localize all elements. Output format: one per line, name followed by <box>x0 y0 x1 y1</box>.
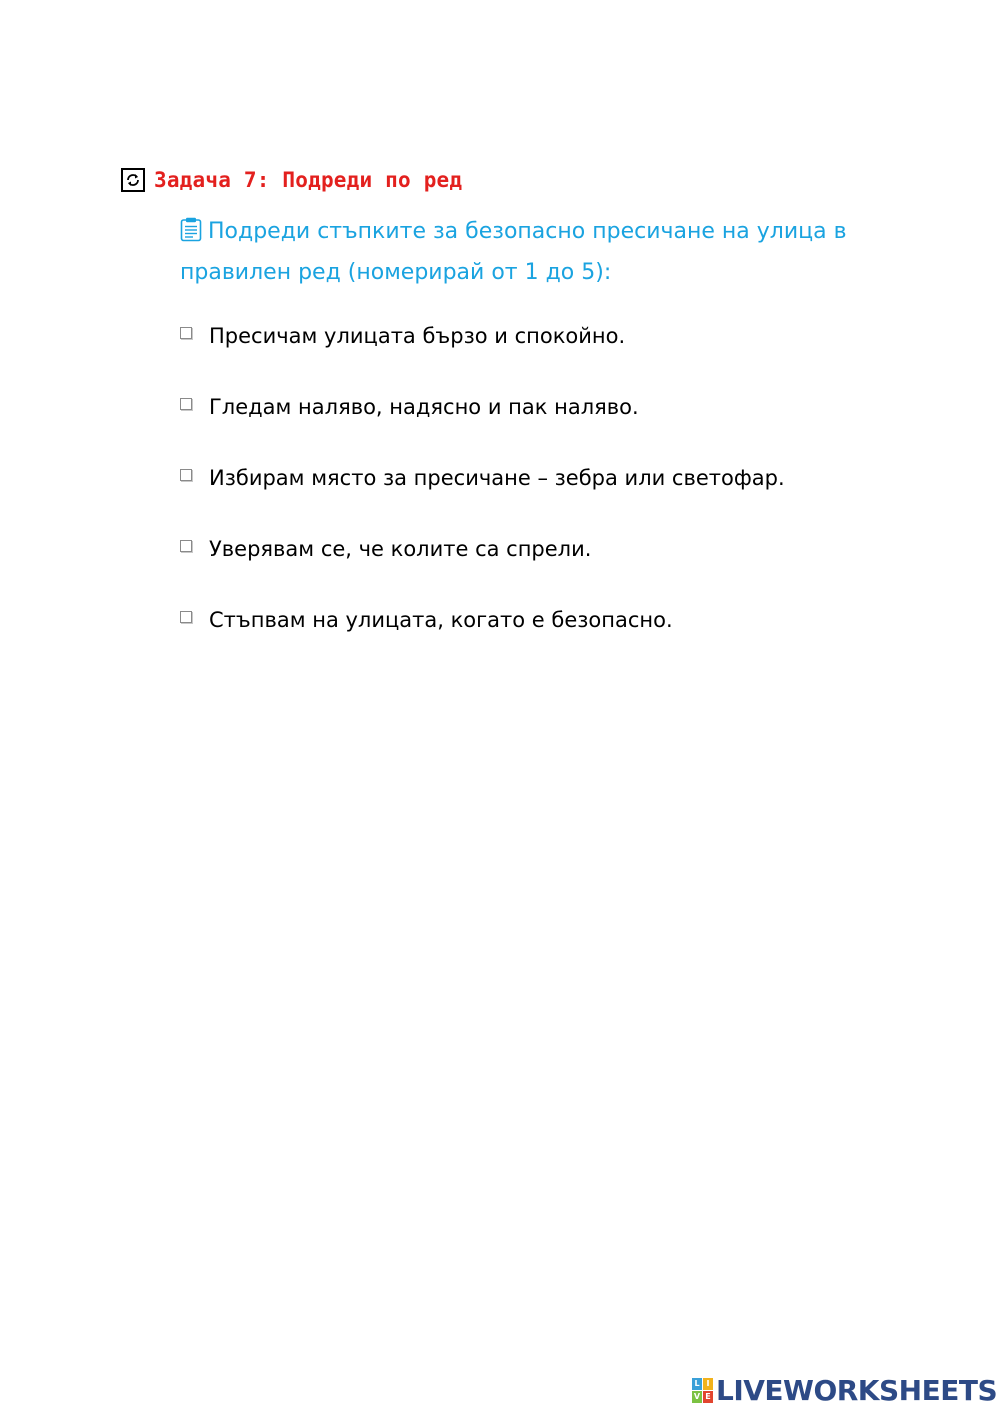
task-header <box>121 168 462 192</box>
checkbox-icon[interactable] <box>180 469 192 481</box>
step-item <box>180 608 673 632</box>
step-text: Избирам място за пресичане – зебра или светофар. <box>209 466 785 490</box>
step-text: Уверявам се, че колите са спрели. <box>209 537 592 561</box>
refresh-icon <box>121 168 145 192</box>
task-title: Задача 7: Подреди по ред <box>154 168 463 192</box>
step-item <box>180 395 639 419</box>
checkbox-icon[interactable] <box>180 540 192 552</box>
step-item <box>180 324 625 348</box>
checkbox-icon[interactable] <box>180 327 192 339</box>
logo-blocks-icon: L I V E <box>692 1378 713 1403</box>
logo-text: LIVEWORKSHEETS <box>716 1374 998 1407</box>
step-text: Гледам наляво, надясно и пак наляво. <box>209 395 639 419</box>
checkbox-icon[interactable] <box>180 611 192 623</box>
step-item <box>180 466 785 490</box>
liveworksheets-logo <box>692 1374 997 1407</box>
step-item <box>180 537 591 561</box>
step-text: Стъпвам на улицата, когато е безопасно. <box>209 608 673 632</box>
step-text: Пресичам улицата бързо и спокойно. <box>209 324 626 348</box>
checkbox-icon[interactable] <box>180 398 192 410</box>
task-instruction <box>180 213 860 291</box>
clipboard-icon <box>180 217 202 254</box>
instruction-text: Подреди стъпките за безопасно пресичане на улица в правилен ред (номерирай от 1 до 5): <box>180 219 847 285</box>
